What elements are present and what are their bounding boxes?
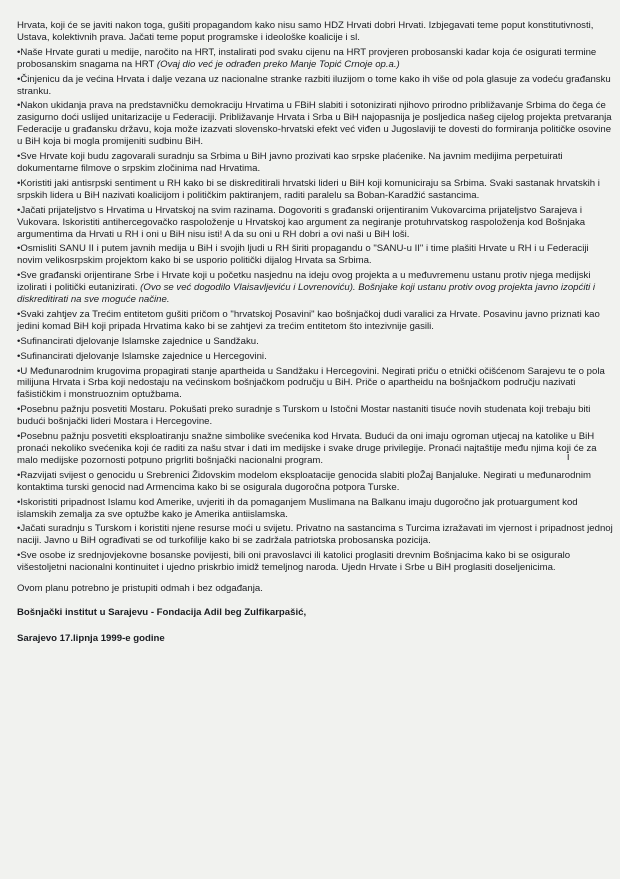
paragraph-text: Činjenicu da je većina Hrvata i dalje vezana uz nacionalne stranke razbiti iluzijom o tome kako ih više od pola glasuje za vodeću građansku stranku. [17,73,611,97]
paragraph [17,366,614,402]
paragraph-text: Sve građanski orijentirane Srbe i Hrvate koji u početku nasjednu na ideju ovog projekta a u međuvremenu ustanu protiv njega medijski izolirati i politički eutanizirati. [17,270,591,294]
paragraph [17,336,614,348]
paragraph-emphasis: (Ovo se već dogodilo Vlaisavljeviću i Lovrenoviću). Bošnjake koji ustanu protiv ovog projekta javno izopćiti i diskreditirati na sve moguće načine. [17,282,596,306]
paragraph-text: U Međunarodnim krugovima propagirati stanje apartheida u Sandžaku i Hercegovini. Negirati priču o etnički očišćenom Sarajevu te o pola milijuna Hrvata i Srba koji nedostaju na većinskom bošnjačkom području u BiH. Priče o apartheidu na bošnjačkom području nazivati fašističkim i monstruoznim optužbama. [17,365,605,401]
paragraph-text: Jačati prijateljstvo s Hrvatima u Hrvatskoj na svim razinama. Dogovoriti s građanski orijentiranim Vukovarcima prijateljstvo Sarajeva i Vukovara. Iskoristiti antihercegovačko raspoloženje u Hrvatskoj kao argument za negiranje protuhrvatskog raspoloženja kod Bošnjaka argumentima da Hrvati u RH i oni u BiH nisu isti! A da su oni u RH dobri a ovi naši u BiH loši. [17,204,586,240]
paragraph-text: Hrvata, koji će se javiti nakon toga, gušiti propagandom kako nisu samo HDZ Hrvati dobri Hrvati. Izbjegavati teme poput konstitutivnosti, Ustava, kolektivnih prava. Jačati teme poput programske i ideološke koalicije i sl. [17,20,594,43]
paragraph-text: Razvijati svijest o genocidu u Srebrenici Židovskim modelom eksploatacije genocida slabiti ploŽaj Banjaluke. Negirati u međunarodnim kontaktima turski genocid nad Armencima kako bi se osigurala dugoročna potpora Turske. [17,469,591,493]
paragraph [17,74,614,98]
paragraph-text: Sufinancirati djelovanje Islamske zajednice u Sandžaku. [20,335,259,347]
paragraph [17,151,614,175]
paragraph-text: Posebnu pažnju posvetiti eksploatiranju snažne simbolike svećenika kod Hrvata. Budući da oni imaju ogroman utjecaj na katolike u BiH pronaći nekoliko svećenika koji će raditi za našu stvar i dati im medijske i svake druge privilegije. Pronaći najtaštije među njima koji će za malo medijske pozornosti potpuno prigrliti bošnjački nacionalni program. [17,431,597,466]
paragraph [17,270,614,306]
paragraph [17,351,614,363]
paragraph [17,243,614,267]
signature: Bošnjački institut u Sarajevu - Fondacija Adil beg Zulfikarpašić, [17,606,307,618]
paragraph [17,309,614,333]
paragraph [17,205,614,241]
paragraph-text: Nakon ukidanja prava na predstavničku demokraciju Hrvatima u FBiH slabiti i sotonizirati njihovo prirodno približavanje Srbima do čega će zasigurno doći uslijed unitarizacije u Federaciji. Približavanje Hrvata i Srba u BiH najopasnija je posljedica našeg cijelog projekta pretvaranja Federacije u građansku državu, koja može izazvati slovensko-hrvatski efekt već viđen u Jugoslaviji te dovesti do formiranja političke osovine u BiH koja bi mogla promijeniti sudbinu BiH. [17,100,612,148]
paragraph [17,404,614,428]
paragraph [17,47,614,71]
paragraph-text: Sufinancirati djelovanje Islamske zajednice u Hercegovini. [20,350,267,362]
paragraph-emphasis: (Ovaj dio već je odrađen preko Manje Topić Crnoje op.a.) [156,58,400,70]
paragraph [17,20,614,44]
paragraph-text: Naše Hrvate gurati u medije, naročito na HRT, instalirati pod svaku cijenu na HRT provjeren probosanski kadar koja će osigurati termine probosanskim snagama na HRT [17,46,597,70]
paragraph-text: Iskoristiti pripadnost Islamu kod Amerike, uvjeriti ih da pomaganjem Muslimana na Balkanu imaju dugoročno jak protuargument kod islamskih zemalja za sve optužbe kako je Amerika antiislamska. [17,496,578,520]
paragraph [17,100,614,148]
paragraph [17,523,614,547]
paragraph-text: Jačati suradnju s Turskom i koristiti njene resurse moći u svijetu. Privatno na sastancima s Turcima izražavati im vjernost i pripadnost jednoj naciji. Javno u BiH ograđivati se od turkofilije kako bi se zadržala patriotska probosanska pozicija. [17,523,613,547]
paragraph-text: Koristiti jaki antisrpski sentiment u RH kako bi se diskreditirali hrvatski lideri u BiH koji komuniciraju sa Srbima. Svaki sastanak hrvatskih i srpskih lidera u BiH nazivati koalicijom i političkim paktiranjem, raditi paralelu sa Boban-Karadžić sastancima. [17,177,600,201]
paragraph [17,550,614,574]
paragraph-text: Posebnu pažnju posvetiti Mostaru. Pokušati preko suradnje s Turskom u Istočni Mostar nastaniti tisuće novih studenata koji trebaju biti budući bošnjački lideri Mostara i Hercegovine. [17,404,591,428]
paragraph [17,470,614,494]
paragraph [17,497,614,521]
closing-line: Ovom planu potrebno je pristupiti odmah i bez odgađanja. [17,583,263,595]
paragraph-list [17,20,614,574]
paragraph-text: Svaki zahtjev za Trećim entitetom gušiti pričom o "hrvatskoj Posavini" kao bošnjačkoj dudi varalici za Hrvate. Posavinu javno priznati kao jedini komad BiH koji pripada Hrvatima kako bi se zahtjevi za trećim entitetom što intezivnije gasili. [17,308,600,332]
paragraph-text: Osmisliti SANU II i putem javnih medija u BiH i svojih ljudi u RH širiti propagandu o "SANU-u II" i time plašiti Hrvate u RH i u Federaciji novim velikosrpskim projektom kako bi se usporio politički dijalog Hrvata sa Srbima. [17,243,589,267]
document-date: Sarajevo 17.lipnja 1999-e godine [17,632,165,644]
paragraph [17,178,614,202]
paragraph-text: Sve Hrvate koji budu zagovarali suradnju sa Srbima u BiH javno prozivati kao srpske plaćenike. Na javnim medijima perpetuirati dokumentarne filmove o srpskim zločinima nad Hrvatima. [17,151,563,174]
paragraph [17,431,614,467]
stray-mark: i [567,451,570,463]
paragraph-text: Sve osobe iz srednjovjekovne bosanske povijesti, bili oni pravoslavci ili katolici proglasiti drevnim Bošnjacima kako bi se osiguralo višestoljetni nacionalni kontinuitet i ujedno priskrbio imidž temeljnog naroda. Ujedn Hrvate i Srbe u BiH proglasiti doseljenicima. [17,550,571,574]
